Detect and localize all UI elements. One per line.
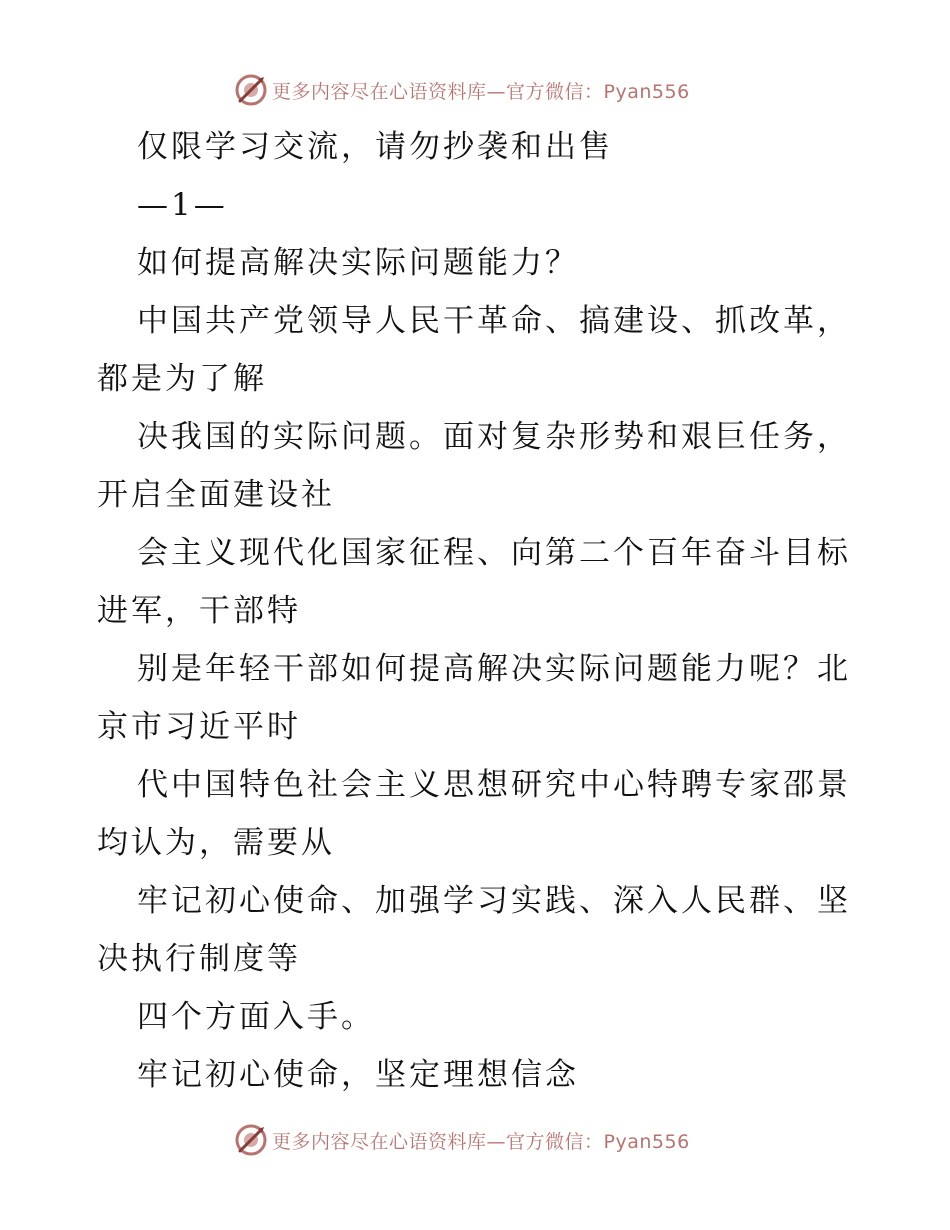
body-paragraph: 中国共产党领导人民干革命、搞建设、抓改革， 都是为了解 [97, 303, 851, 397]
watermark-text: 更多内容尽在心语资料库—官方微信：Pyan556 [272, 80, 690, 103]
footer-watermark [234, 1122, 690, 1158]
body-paragraph: 四个方面入手。 [137, 999, 375, 1035]
section-number: —1— [137, 187, 228, 223]
section-title: 如何提高解决实际问题能力？ [137, 245, 579, 281]
body-paragraph: 牢记初心使命、加强学习实践、深入人民群、坚 决执行制度等 [97, 883, 851, 977]
subsection-heading: 牢记初心使命，坚定理想信念 [137, 1057, 579, 1093]
document-body [97, 118, 857, 1104]
watermark-logo-icon [234, 1123, 268, 1157]
body-paragraph: 别是年轻干部如何提高解决实际问题能力呢？北 京市习近平时 [97, 651, 851, 745]
disclaimer-line: 仅限学习交流，请勿抄袭和出售 [137, 129, 613, 165]
body-paragraph: 代中国特色社会主义思想研究中心特聘专家邵景 均认为，需要从 [97, 767, 851, 861]
header-watermark [234, 72, 690, 108]
watermark-text: 更多内容尽在心语资料库—官方微信：Pyan556 [272, 1130, 690, 1153]
body-paragraph: 决我国的实际问题。面对复杂形势和艰巨任务， 开启全面建设社 [97, 419, 851, 513]
watermark-logo-icon [234, 73, 268, 107]
body-paragraph: 会主义现代化国家征程、向第二个百年奋斗目标 进军，干部特 [97, 535, 851, 629]
